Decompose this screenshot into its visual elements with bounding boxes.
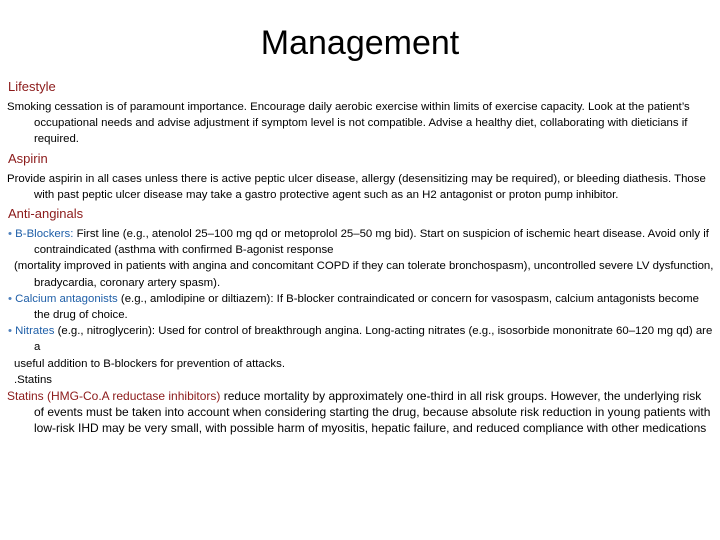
aspirin-text: Provide aspirin in all cases unless there is active peptic ulcer disease, allergy (desensitizing may be required), or bleeding diathesis. Those with past peptic ulcer disease may take a gastro protective agent such as an H2 antagonist or proton pump inhibitor.	[7, 172, 706, 201]
statins-heading: Statins (HMG-Co.A reductase inhibitors)	[7, 389, 221, 404]
aspirin-heading: Aspirin	[8, 150, 48, 166]
bullet-icon: •	[8, 325, 12, 338]
nitrates-text: (e.g., nitroglycerin): Used for control of breakthrough angina. Long-acting nitrates (e.g., isosorbide mononitrate 60–120 mg qd) are a	[34, 325, 713, 354]
slide-title: Management	[260, 24, 460, 62]
lifestyle-text: Smoking cessation is of paramount importance. Encourage daily aerobic exercise within limits of exercise capacity. Look at the patient’s occupational needs and advise adjustment if symptom level is not compatible. Advise a healthy diet, collaborating with dieticians if required.	[7, 101, 690, 146]
calcium-antagonists-label: Calcium antagonists	[15, 292, 118, 305]
lifestyle-heading: Lifestyle	[8, 79, 56, 94]
beta-blockers-item	[6, 226, 714, 258]
nitrates-item	[6, 323, 714, 355]
beta-blockers-continuation: (mortality improved in patients with angina and concomitant COPD if they can tolerate bronchospasm), uncontrolled severe LV dysfunction, bradycardia, coronary artery spasm).	[14, 260, 714, 289]
calcium-antagonists-item	[6, 291, 714, 323]
beta-blockers-text: First line (e.g., atenolol 25–100 mg qd or metoprolol 25–50 mg bid). Start on suspicion of ischemic heart disease. Avoid only if contraindicated (asthma with confirmed B-agonist response	[34, 228, 709, 257]
bullet-icon: •	[8, 228, 12, 241]
beta-blockers-label: B-Blockers:	[15, 228, 74, 241]
statins-text: reduce mortality by approximately one-third in all risk groups. However, the underlying risk of events must be taken into account when considering starting the drug, because absolute risk reduction in young patients with low-risk IHD may be very small, with possible harm of myositis, hepatic failure, and reduced compliance with other medications	[34, 389, 711, 436]
slide-content	[6, 78, 714, 438]
statins-text-block	[6, 388, 714, 436]
antianginals-heading: Anti-anginals	[8, 206, 84, 222]
bullet-icon: •	[8, 292, 12, 305]
nitrates-continuation: useful addition to B-blockers for prevention of attacks.	[14, 357, 285, 370]
statins-stray-label: .Statins	[14, 373, 52, 386]
nitrates-label: Nitrates	[15, 325, 55, 338]
calcium-antagonists-text: (e.g., amlodipine or diltiazem): If B-blocker contraindicated or concern for vasospasm, calcium antagonists become the drug of choice.	[34, 292, 699, 322]
